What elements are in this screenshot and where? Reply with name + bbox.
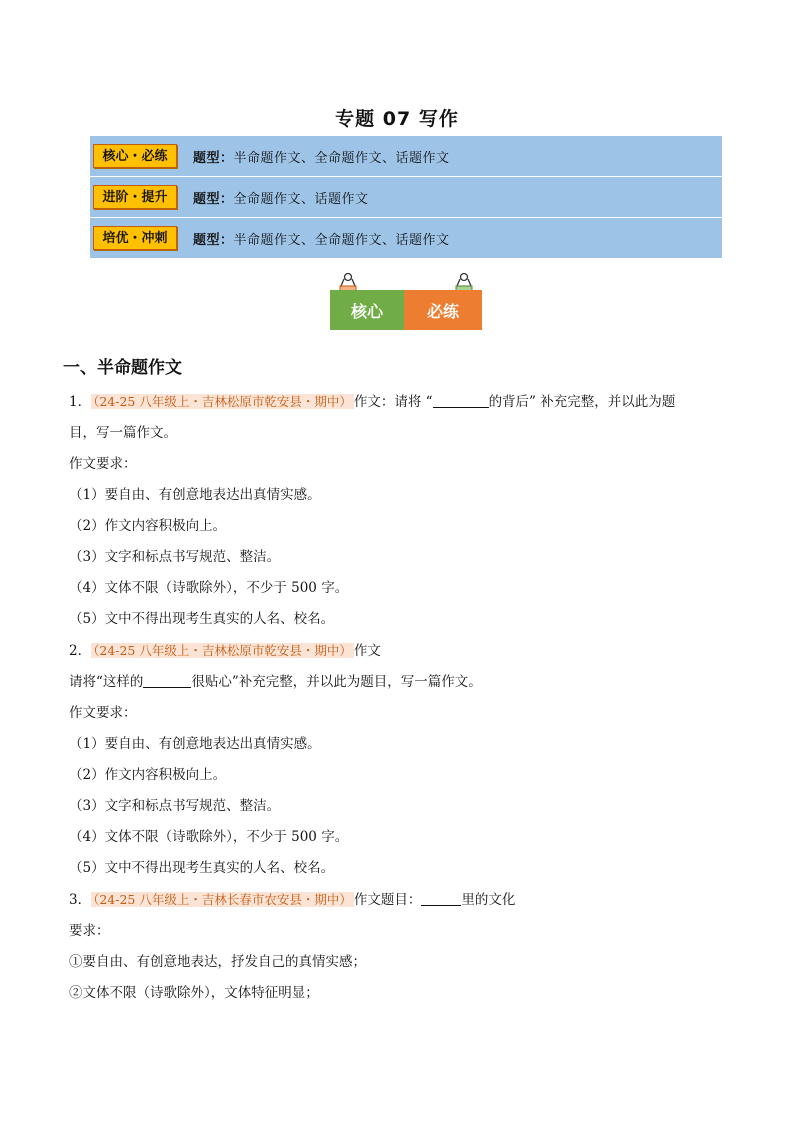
requirement-item: （2）作文内容积极向上。 [69,518,227,534]
requirement-item: （1）要自由、有创意地表达出真情实感。 [69,736,321,752]
question-list [69,386,729,1009]
fill-blank [143,672,191,688]
requirement-item: （3）文字和标点书写规范、整洁。 [69,798,281,814]
overview-row [90,136,722,177]
requirement-item: （1）要自由、有创意地表达出真情实感。 [69,487,321,503]
requirement-item: （5）文中不得出现考生真实的人名、校名。 [69,611,335,627]
requirement-item: （4）文体不限（诗歌除外），不少于 500 字。 [69,829,349,845]
banner-body [330,290,482,330]
requirement-item: ①要自由、有创意地表达，抒发自己的真情实感； [69,954,366,970]
source-tag: （24-25 八年级上・吉林松原市乾安县・期中） [93,394,352,409]
type-list: 全命题作文、话题作文 [233,191,369,207]
section-banner [330,272,482,330]
type-label: 题型： [193,232,234,248]
level-badge: 进阶・提升 [93,185,177,209]
prompt-text: 目，写一篇作文。 [69,425,177,441]
section-heading: 一、半命题作文 [63,358,182,378]
level-badge: 核心・必练 [93,144,177,168]
prompt-text: 作文：请将 “ [353,394,433,410]
question-2 [69,635,729,667]
overview-row [90,177,722,218]
question-3 [69,884,729,916]
requirement-item: ②文体不限（诗歌除外），文体特征明显； [69,985,319,1001]
page-title: 专题 07 写作 [335,108,459,130]
question-types [193,147,450,166]
prompt-text: 请将“这样的 [69,674,144,690]
level-badge: 培优・冲刺 [93,226,177,250]
prompt-text: 的背后” 补充完整，并以此为题 [488,394,676,410]
banner-core-label: 核心 [330,290,404,330]
type-list: 半命题作文、全命题作文、话题作文 [233,232,450,248]
requirement-item: （3）文字和标点书写规范、整洁。 [69,549,281,565]
requirements-title: 作文要求： [69,456,137,472]
fill-blank [421,890,461,906]
source-tag: （24-25 八年级上・吉林长春市农安县・期中） [93,892,352,907]
question-number: 1． [69,394,92,410]
prompt-text: 里的文化 [461,892,516,908]
overview-table [90,136,722,258]
prompt-text: 作文 [353,643,381,659]
prompt-text: 很贴心”补充完整，并以此为题目，写一篇作文。 [191,674,482,690]
requirements-title: 作文要求： [69,705,137,721]
requirements-title: 要求： [69,923,110,939]
requirement-item: （4）文体不限（诗歌除外），不少于 500 字。 [69,580,349,596]
type-label: 题型： [193,150,234,166]
question-1 [69,386,729,418]
requirement-item: （2）作文内容积极向上。 [69,767,227,783]
fill-blank [433,392,489,408]
question-types [193,229,450,248]
type-label: 题型： [193,191,234,207]
question-types [193,188,369,207]
question-number: 2． [69,643,92,659]
prompt-line [69,667,729,698]
type-list: 半命题作文、全命题作文、话题作文 [233,150,450,166]
source-tag: （24-25 八年级上・吉林松原市乾安县・期中） [93,643,352,658]
overview-row [90,218,722,258]
banner-practice-label: 必练 [404,290,482,330]
question-number: 3． [69,892,92,908]
prompt-text: 作文题目： [353,892,422,908]
requirement-item: （5）文中不得出现考生真实的人名、校名。 [69,860,335,876]
